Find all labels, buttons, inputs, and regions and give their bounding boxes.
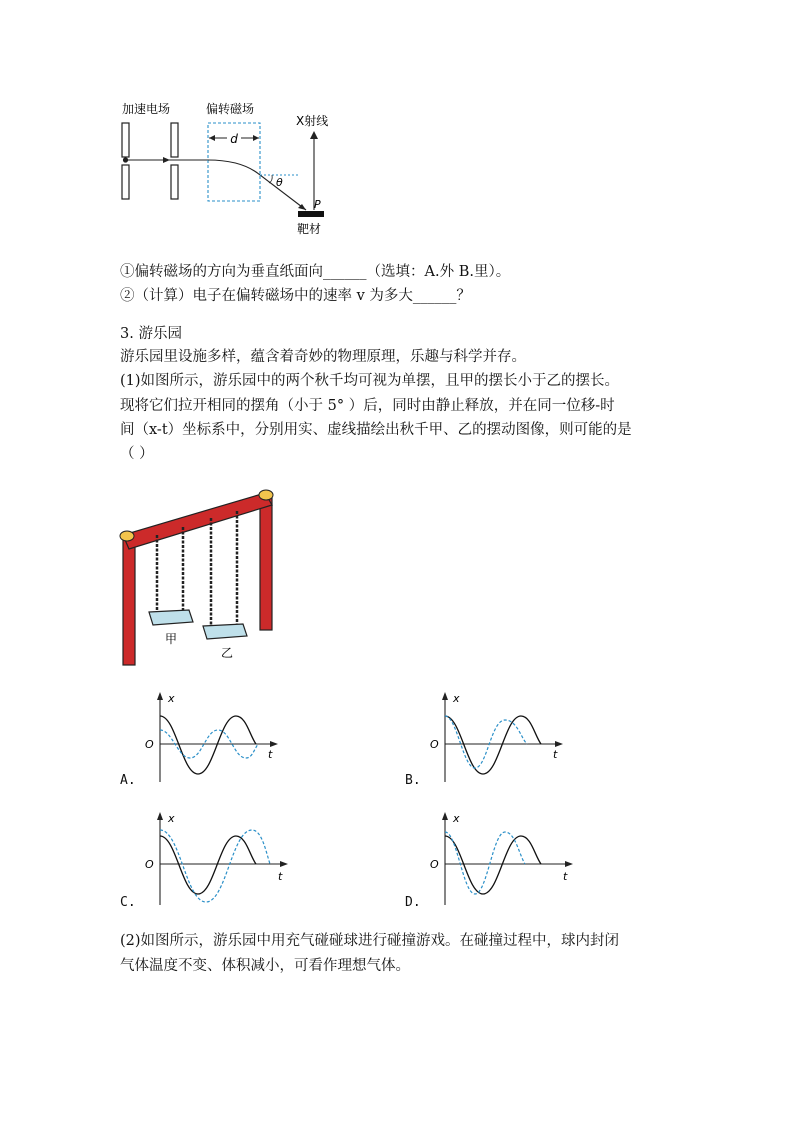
label-x: x [168, 692, 175, 705]
label-origin: O [430, 738, 439, 751]
label-origin: O [430, 858, 439, 871]
swing-cap-left [120, 531, 134, 541]
label-xray: X射线 [296, 114, 329, 128]
p1-line-3: 间（x-t）坐标系中，分别用实、虚线描绘出秋千甲、乙的摆动图像，则可能的是 [120, 422, 632, 438]
p1-line-4: （ ） [120, 446, 154, 462]
option-a-graph [140, 690, 280, 782]
axis-t-arrow [565, 861, 573, 867]
label-x: x [453, 812, 460, 825]
label-accel: 加速电场 [122, 102, 171, 116]
label-origin: O [145, 858, 154, 871]
d-arrow-left [209, 135, 215, 141]
d-arrow-right [253, 135, 259, 141]
option-c-label[interactable]: C. [120, 895, 136, 910]
label-origin: O [145, 738, 154, 751]
swing-cap-right [259, 490, 273, 500]
seat-b [203, 624, 247, 639]
label-x: x [168, 812, 175, 825]
label-t: t [268, 748, 273, 761]
curve-solid [160, 716, 256, 774]
axis-t-arrow [270, 741, 278, 747]
q1-line-1: ①偏转磁场的方向为垂直纸面向______（选填：A.外 B.里）。 [120, 264, 511, 280]
label-x: x [453, 692, 460, 705]
p1-line-1: (1)如图所示，游乐园中的两个秋千均可视为单摆，且甲的摆长小于乙的摆长。 [120, 373, 620, 389]
axis-t-arrow [555, 741, 563, 747]
option-d-graph [425, 810, 575, 905]
curve-dashed [160, 830, 270, 902]
arrow-head [163, 157, 170, 163]
target-bar [298, 211, 324, 217]
curve-solid [445, 836, 541, 894]
plate-left-bottom [122, 165, 129, 199]
axis-x-arrow [442, 692, 448, 700]
plate-left-top [122, 123, 129, 157]
p2-line-2: 气体温度不变、体积减小，可看作理想气体。 [120, 958, 410, 974]
electron-path-curve [208, 160, 306, 210]
curve-solid [445, 716, 541, 774]
section-title: 3. 游乐园 [120, 326, 182, 342]
seat-a [149, 610, 193, 625]
swing-post-left [123, 540, 135, 665]
axis-x-arrow [157, 692, 163, 700]
label-d: d [230, 132, 238, 146]
label-target: 靶材 [297, 222, 322, 236]
curve-dashed [445, 716, 527, 768]
swing-figure [115, 485, 285, 670]
axis-x-arrow [442, 812, 448, 820]
label-swing-b: 乙 [221, 646, 234, 660]
option-b-graph [425, 690, 565, 782]
q1-line-2: ②（计算）电子在偏转磁场中的速率 v 为多大______？ [120, 288, 471, 304]
option-c-graph [140, 810, 290, 905]
plate-right-bottom [171, 165, 178, 199]
swing-post-right [260, 495, 272, 630]
label-swing-a: 甲 [165, 632, 178, 646]
option-b-label[interactable]: B. [405, 773, 421, 788]
deflection-diagram [110, 95, 350, 240]
axis-x-arrow [157, 812, 163, 820]
p1-line-2: 现将它们拉开相同的摆角（小于 5° ）后，同时由静止释放，并在同一位移-时 [120, 398, 615, 414]
label-t: t [278, 870, 283, 883]
plate-right-top [171, 123, 178, 157]
label-deflect: 偏转磁场 [206, 102, 255, 116]
label-t: t [563, 870, 568, 883]
axis-t-arrow [280, 861, 288, 867]
swing-crossbar [123, 493, 272, 549]
p2-line-1: (2)如图所示，游乐园中用充气碰碰球进行碰撞游戏。在碰撞过程中，球内封闭 [120, 933, 620, 949]
option-a-label[interactable]: A. [120, 773, 136, 788]
label-t: t [553, 748, 558, 761]
option-d-label[interactable]: D. [405, 895, 421, 910]
label-theta: θ [276, 176, 283, 189]
label-p: P [314, 198, 321, 211]
section-intro: 游乐园里设施多样，蕴含着奇妙的物理原理，乐趣与科学并存。 [120, 349, 526, 365]
xray-arrow-head [310, 131, 318, 139]
